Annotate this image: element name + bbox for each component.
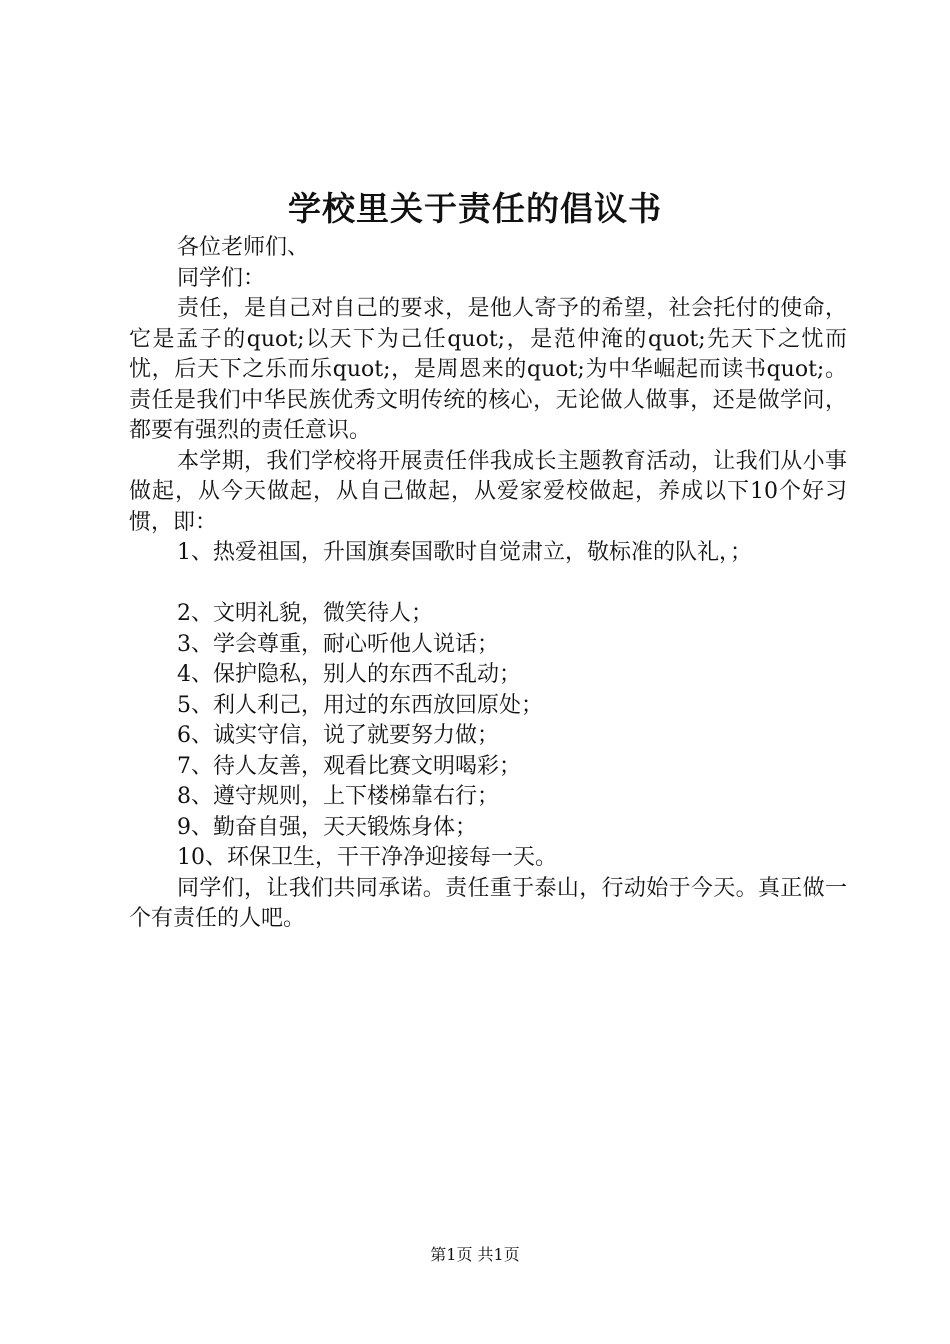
habit-item: 7、待人友善，观看比赛文明喝彩； [177,753,521,779]
closing-paragraph: 同学们，让我们共同承诺。责任重于泰山，行动始于今天。真正做一个有责任的人吧。 [129,875,847,931]
blank-line [129,569,847,600]
habit-item: 9、勤奋自强，天天锻炼身体； [177,814,477,840]
document-title: 学校里关于责任的倡议书 [288,189,662,228]
salutation-teachers: 各位老师们、 [177,235,310,260]
habit-item: 10、环保卫生，干干净净迎接每一天。 [177,845,557,870]
paragraph-semester: 本学期，我们学校将开展责任伴我成长主题教育活动，让我们从小事做起，从今天做起，从自己做起，从爱家爱校做起，养成以下10个好习惯，即： [129,448,847,535]
habit-item: 1、热爱祖国，升国旗奏国歌时自觉肃立，敬标准的队礼，； [177,540,752,565]
habit-item: 6、诚实守信，说了就要努力做； [177,723,499,748]
salutation-students: 同学们： [177,265,266,291]
habit-item: 8、遵守规则，上下楼梯靠右行； [177,784,499,809]
paragraph-responsibility: 责任，是自己对自己的要求，是他人寄予的希望，社会托付的使命，它是孟子的quot;以天下为己任quot;，是范仲淹的quot;先天下之忧而忧，后天下之乐而乐quot;，是周恩来的quot;为中华崛起而读书quot;。责任是我们中华民族优秀文明传统的核心，无论做人做事，还是做学问，都要有强烈的责任意识。 [129,296,847,443]
habit-item: 2、文明礼貌，微笑待人； [177,601,433,626]
page-footer: 第1页 共1页 [430,1245,520,1264]
habit-item: 4、保护隐私，别人的东西不乱动； [177,662,521,687]
document-body [129,233,847,935]
habit-item: 3、学会尊重，耐心听他人说话； [177,631,499,657]
habit-item: 5、利人利己，用过的东西放回原处； [177,692,543,718]
